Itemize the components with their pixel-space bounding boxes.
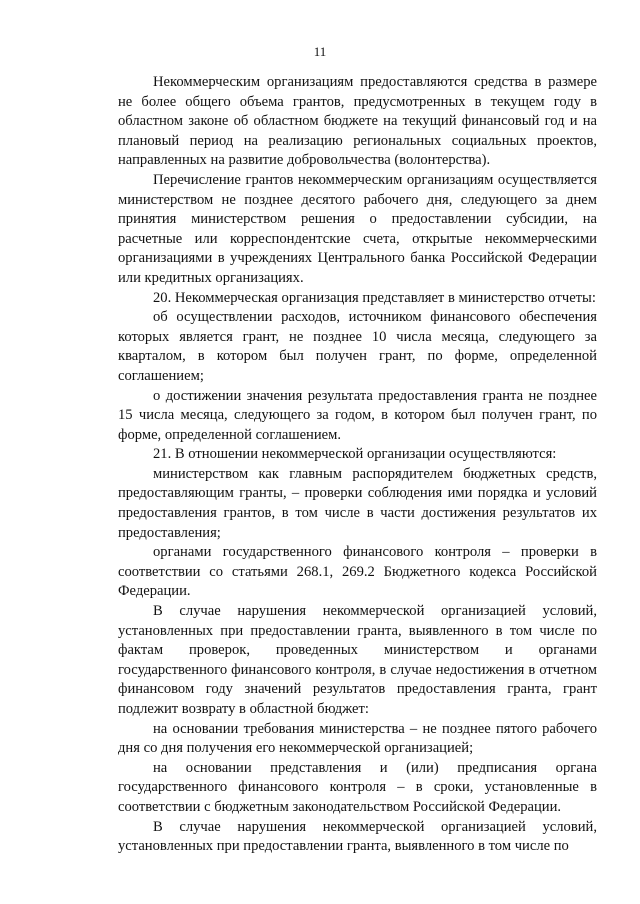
paragraph-grant-transfer: Перечисление грантов некоммерческим организациям осуществляется министерством не позднее десятого рабочего дня, следующего за днем принятия министерством решения о предоставлении субсидии, на расчетные или корреспондентские счета, открытые некоммерческими организациями в учреждениях Центрального банка Российской Федерации или кредитных организациях. [118,171,597,286]
paragraph-item-21-inspections: 21. В отношении некоммерческой организации осуществляются: [153,446,557,463]
paragraph-expense-report: об осуществлении расходов, источником финансового обеспечения которых является грант, не позднее 10 числа месяца, следующего за кварталом, в котором был получен грант, по форме, определенной соглашением; [118,309,597,384]
paragraph-financial-control-order: на основании представления и (или) предписания органа государственного финансового контроля – в сроки, установленные в соответствии с бюджетным законодательством Российской Федерации. [118,759,597,815]
paragraph-grant-return-conditions: В случае нарушения некоммерческой организацией условий, установленных при предоставлении гранта, выявленного в том числе по фактам проверок, проведенных министерством и органами государственного финансового контроля, в случае недостижения в отчетном финансовом году значений результатов предоставления гранта, грант подлежит возврату в областной бюджет: [118,603,597,717]
document-body [118,73,597,857]
paragraph-funding-limit: Некоммерческим организациям предоставляются средства в размере не более общего объема грантов, предусмотренных в текущем году в областном законе об областном бюджете на текущий финансовый год и на плановый период на реализацию региональных социальных проектов, направленных на развитие добровольчества (волонтерства). [118,74,597,169]
page-number: 11 [313,44,327,59]
paragraph-result-report: о достижении значения результата предоставления гранта не позднее 15 числа месяца, следующего за годом, в котором был получен грант, по форме, определенной соглашением. [118,387,597,443]
paragraph-financial-control-inspections: органами государственного финансового контроля – проверки в соответствии со статьями 268.1, 269.2 Бюджетного кодекса Российской Федерации. [118,544,597,600]
paragraph-ministry-demand: на основании требования министерства – не позднее пятого рабочего дня со дня получения его некоммерческой организацией; [118,720,597,757]
paragraph-item-20-reports: 20. Некоммерческая организация представляет в министерство отчеты: [153,289,596,306]
paragraph-violation-continuation: В случае нарушения некоммерческой организацией условий, установленных при предоставлении гранта, выявленного в том числе по [118,818,597,855]
paragraph-ministry-inspections: министерством как главным распорядителем бюджетных средств, предоставляющим гранты, – проверки соблюдения ими порядка и условий предоставления грантов, в том числе в части достижения результатов их предоставления; [118,465,597,541]
